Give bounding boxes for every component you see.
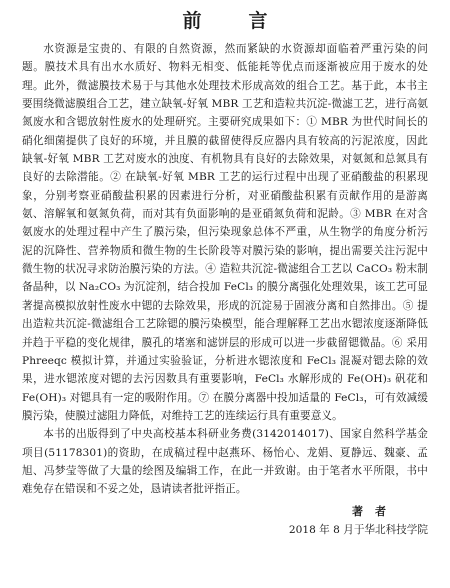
dateline: 2018 年 8 月于华北科技学院 xyxy=(288,523,428,536)
preface-paragraph-main: 水资源是宝贵的、有限的自然资源，然而紧缺的水资源却面临着严重污染的问题。膜技术具有出水水质好、物料无相变、低能耗等优点而逐渐被应用于废水的处理。此外，微滤膜技术易于与其他水处理技术形成高效的组合工艺。基于此，本书主要围绕微滤膜组合工艺，建立缺氧-好氧 MBR 工艺和造粒共沉淀-微滤工艺，进行高氨氮废水和含锶放射性废水的处理研究。主要研究成果如下：① MBR 为世代时间长的硝化细菌提供了良好的环境，并且膜的截留使得反应器内具有较高的污泥浓度，因此缺氧-好氧 MBR 工艺对废水的浊度、有机物具有良好的去除效果，对氨氮和总氮具有良好的去除潜能。② 在缺氧-好氧 MBR 工艺的运行过程中出现了亚硝酸盐的积累现象，分别考察亚硝酸盐积累的因素进行分析，对亚硝酸盐积累有贡献作用的是游离氨、溶解氧和氨氮负荷，而对其有负面影响的是亚硝氮负荷和泥龄。③ MBR 在对含氨废水的处理过程中产生了膜污染，但污染现象总体不严重，从生物学的角度分析污泥的沉降性、营养物质和微生物的生长阶段等对膜污染的影响，提出需要关注污泥中微生物的状况寻求防治膜污染的方法。④ 造粒共沉淀-微滤组合工艺以 CaCO₃ 粉末制备晶种，以 Na₂CO₃ 为沉淀剂，结合投加 FeCl₃ 的膜分离强化处理效果，该工艺可显著提高模拟放射性废水中锶的去除效果，形成的沉淀易于固液分离和自然排出。⑤ 提出造粒共沉淀-微滤组合工艺除锶的膜污染模型，能合理解释工艺出水锶浓度逐渐降低并趋于平稳的变化规律，膜孔的堵塞和滤饼层的形成可以进一步截留锶微晶。⑥ 采用 Phreeqc 模拟计算，并通过实验验证，分析进水锶浓度和 FeCl₃ 混凝对锶去除的效果，进水锶浓度对锶的去污因数具有重要影响，FeCl₃ 水解形成的 Fe(OH)₃ 矾花和 Fe(OH)₃ 对锶具有一定的吸附作用。⑦ 在膜分离器中投加适量的 FeCl₃，可有效减缓膜污染，使膜过滤阻力降低，对维持工艺的连续运行具有重要意义。 xyxy=(22,43,428,422)
page-title: 前 言 xyxy=(182,10,282,32)
preface-paragraph-acknowledgements: 本书的出版得到了中央高校基本科研业务费(3142014017)、国家自然科学基金项目(51178301)的资助，在成稿过程中赵燕环、杨怡心、龙娟、夏静远、魏豪、孟旭、冯梦莹等做了大量的绘图及编辑工作，在此一并致谢。由于笔者水平所限，书中难免存在错误和不妥之处，恳请读者批评指正。 xyxy=(22,428,428,496)
author-signature: 著者 xyxy=(352,504,398,518)
